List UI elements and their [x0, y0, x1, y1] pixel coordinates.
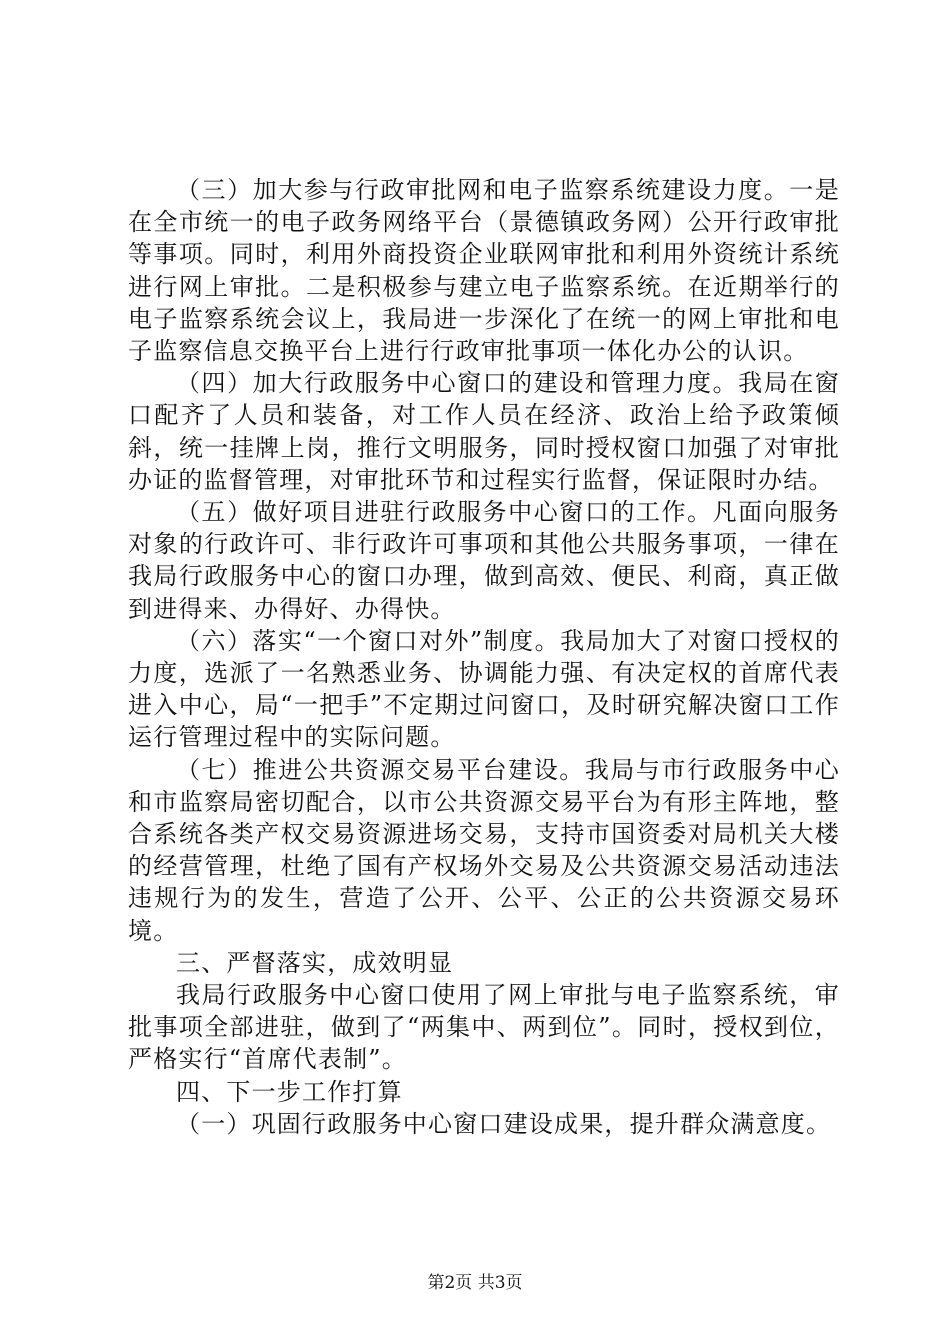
document-body	[128, 174, 840, 1140]
paragraph-7-public-resource: （七）推进公共资源交易平台建设。我局与市行政服务中心和市监察局密切配合，以市公共资源交易平台为有形主阵地，整合系统各类产权交易资源进场交易，支持市国资委对局机关大楼的经营管理，杜绝了国有产权场外交易及公共资源交易活动违法违规行为的发生，营造了公开、公平、公正的公共资源交易环境。	[128, 755, 840, 945]
paragraph-6-one-window: （六）落实“一个窗口对外”制度。我局加大了对窗口授权的力度，选派了一名熟悉业务、协调能力强、有决定权的首席代表进入中心，局“一把手”不定期过问窗口，及时研究解决窗口工作运行管理过程中的实际问题。	[128, 626, 840, 752]
section-heading-3: 三、严督落实，成效明显	[176, 948, 454, 977]
paragraph-results: 我局行政服务中心窗口使用了网上审批与电子监察系统，审批事项全部进驻，做到了“两集中、两到位”。同时，授权到位，严格实行“首席代表制”。	[128, 981, 840, 1074]
section-heading-4: 四、下一步工作打算	[176, 1077, 403, 1106]
paragraph-4-service-window: （四）加大行政服务中心窗口的建设和管理力度。我局在窗口配齐了人员和装备，对工作人员在经济、政治上给予政策倾斜，统一挂牌上岗，推行文明服务，同时授权窗口加强了对审批办证的监督管理，对审批环节和过程实行监督，保证限时办结。	[128, 369, 840, 494]
paragraph-5-project-entry: （五）做好项目进驻行政服务中心窗口的工作。凡面向服务对象的行政许可、非行政许可事项和其他公共服务事项，一律在我局行政服务中心的窗口办理，做到高效、便民、利商，真正做到进得来、办得好、办得快。	[128, 498, 840, 623]
paragraph-3-e-government: （三）加大参与行政审批网和电子监察系统建设力度。一是在全市统一的电子政务网络平台（景德镇政务网）公开行政审批等事项。同时，利用外商投资企业联网审批和利用外资统计系统进行网上审批。二是积极参与建立电子监察系统。在近期举行的电子监察系统会议上，我局进一步深化了在统一的网上审批和电子监察信息交换平台上进行行政审批事项一体化办公的认识。	[128, 176, 840, 366]
page-number-footer: 第2页 共3页	[427, 1273, 523, 1293]
paragraph-next-step-1: （一）巩固行政服务中心窗口建设成果，提升群众满意度。	[176, 1109, 832, 1138]
